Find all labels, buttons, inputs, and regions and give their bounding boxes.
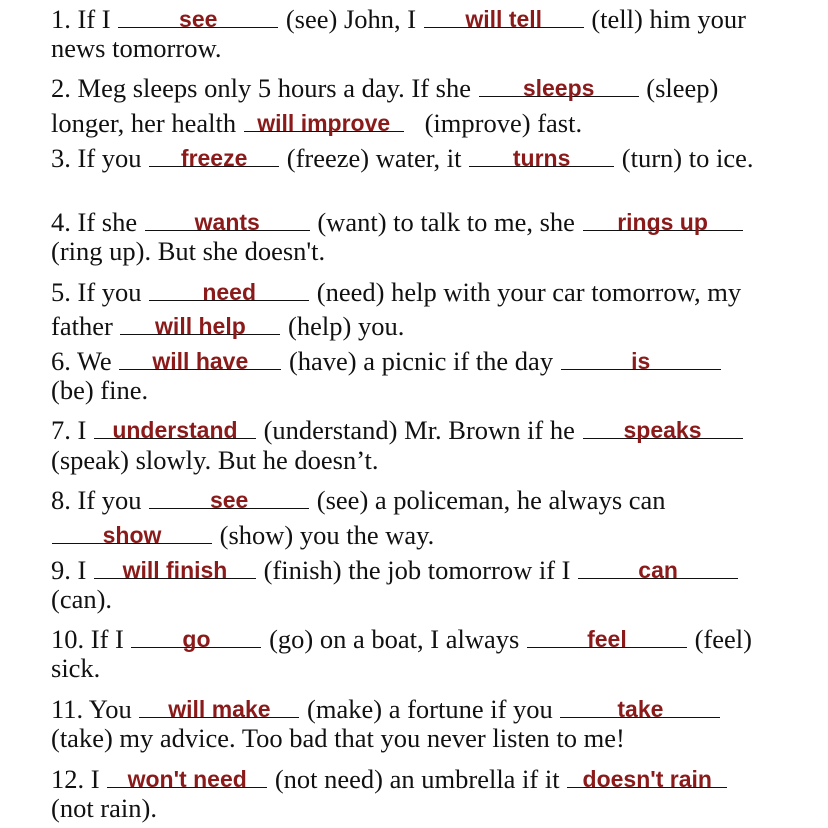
exercise-4-line-1 <box>51 200 744 237</box>
answer-text: will help <box>155 313 246 339</box>
answer-blank[interactable] <box>94 408 256 443</box>
answer-text: see <box>209 487 249 513</box>
exercise-7-line-1 <box>51 408 744 445</box>
sentence-text: (finish) the job tomorrow if I <box>256 555 578 585</box>
sentence-text: 3. If you <box>51 143 149 173</box>
exercise-2-line-2 <box>51 101 583 138</box>
exercise-7-line-2 <box>51 443 379 477</box>
exercise-1-line-1 <box>51 0 746 34</box>
answer-blank[interactable] <box>94 548 256 583</box>
answer-text: will make <box>168 696 271 722</box>
answer-text: freeze <box>180 145 248 171</box>
sentence-text: (tell) him your <box>584 4 746 34</box>
sentence-text: (not need) an umbrella if it <box>268 764 567 794</box>
answer-blank[interactable] <box>583 200 743 235</box>
sentence-text: (need) help with your car tomorrow, my <box>310 277 742 307</box>
exercise-5-line-1 <box>51 270 742 307</box>
sentence-text: (show) you the way. <box>213 520 435 550</box>
exercise-11-line-1 <box>51 687 721 724</box>
answer-text: show <box>102 522 162 548</box>
sentence-text: (want) to talk to me, she <box>310 207 582 237</box>
sentence-text: (help) you. <box>281 311 405 341</box>
answer-blank[interactable] <box>131 617 261 652</box>
answer-text: doesn't rain <box>582 766 712 792</box>
answer-text: is <box>631 348 651 374</box>
exercise-2-line-1 <box>51 66 719 103</box>
sentence-text: (see) John, I <box>279 4 423 34</box>
sentence-text: father <box>51 311 120 341</box>
sentence-text: (feel) <box>687 624 752 654</box>
sentence-text: news tomorrow. <box>51 33 222 63</box>
answer-blank[interactable] <box>149 136 279 171</box>
answer-blank[interactable] <box>52 513 212 548</box>
exercise-9-line-1 <box>51 548 739 585</box>
answer-blank[interactable] <box>578 548 738 583</box>
sentence-text: (ring up). But she doesn't. <box>51 236 326 266</box>
sentence-text: 1. If I <box>51 4 118 34</box>
exercise-8-line-2 <box>51 513 435 550</box>
answer-text: won't need <box>127 766 247 792</box>
sentence-text: (be) fine. <box>51 375 149 405</box>
sentence-text: (sleep) <box>639 73 719 103</box>
answer-blank[interactable] <box>244 101 404 136</box>
answer-blank[interactable] <box>567 757 727 792</box>
answer-blank[interactable] <box>469 136 614 171</box>
answer-text: wants <box>194 209 260 235</box>
sentence-text: (speak) slowly. But he doesn’t. <box>51 445 379 475</box>
sentence-text: (freeze) water, it <box>280 143 469 173</box>
answer-text: will improve <box>257 110 391 136</box>
sentence-text: (go) on a boat, I always <box>262 624 526 654</box>
answer-blank[interactable] <box>118 0 278 32</box>
exercise-10-line-2 <box>51 651 100 685</box>
exercise-10-line-1 <box>51 617 752 654</box>
answer-text: feel <box>587 626 627 652</box>
sentence-text: (make) a fortune if you <box>300 694 560 724</box>
exercise-1-line-2 <box>51 31 222 65</box>
answer-text: see <box>179 6 218 32</box>
answer-text: can <box>638 557 678 583</box>
sentence-text: sick. <box>51 653 101 683</box>
answer-text: speaks <box>623 417 702 443</box>
sentence-text: 12. I <box>51 764 107 794</box>
exercise-6-line-1 <box>51 339 722 376</box>
exercise-5-line-2 <box>51 304 405 341</box>
answer-text: will finish <box>122 557 228 583</box>
sentence-text: 9. I <box>51 555 93 585</box>
sentence-text: 2. Meg sleeps only 5 hours a day. If she <box>51 73 478 103</box>
answer-text: rings up <box>617 209 708 235</box>
exercise-6-line-2 <box>51 373 148 407</box>
answer-text: go <box>182 626 211 652</box>
exercise-8-line-1 <box>51 478 666 515</box>
sentence-text: (take) my advice. Too bad that you never listen to me! <box>51 723 625 753</box>
sentence-text: 8. If you <box>51 485 149 515</box>
exercise-3-line-1 <box>51 136 754 173</box>
sentence-text: longer, her health <box>51 108 243 138</box>
answer-text: need <box>202 279 256 305</box>
sentence-text: (not rain). <box>51 793 157 823</box>
answer-blank[interactable] <box>560 687 720 722</box>
answer-blank[interactable] <box>424 0 584 32</box>
answer-blank[interactable] <box>561 339 721 374</box>
answer-blank[interactable] <box>479 66 639 101</box>
sentence-text: (have) a picnic if the day <box>282 346 560 376</box>
sentence-text: 6. We <box>51 346 119 376</box>
answer-blank[interactable] <box>149 270 309 305</box>
exercise-11-line-2 <box>51 721 625 755</box>
answer-text: sleeps <box>522 75 595 101</box>
answer-text: understand <box>112 417 238 443</box>
answer-blank[interactable] <box>139 687 299 722</box>
answer-blank[interactable] <box>149 478 309 513</box>
answer-text: will have <box>152 348 249 374</box>
exercise-12-line-2 <box>51 791 157 825</box>
exercise-9-line-2 <box>51 582 112 616</box>
sentence-text: (can). <box>51 584 113 614</box>
sentence-text: 10. If I <box>51 624 131 654</box>
sentence-text: 11. You <box>51 694 139 724</box>
sentence-text: 4. If she <box>51 207 144 237</box>
sentence-text: 5. If you <box>51 277 149 307</box>
answer-blank[interactable] <box>583 408 743 443</box>
sentence-text: (improve) fast. <box>404 108 583 138</box>
answer-blank[interactable] <box>527 617 687 652</box>
sentence-text: (see) a policeman, he always can <box>310 485 666 515</box>
sentence-text: (understand) Mr. Brown if he <box>256 415 582 445</box>
sentence-text: 7. I <box>51 415 93 445</box>
answer-blank[interactable] <box>145 200 310 235</box>
answer-blank[interactable] <box>120 304 280 339</box>
exercise-12-line-1 <box>51 757 728 794</box>
answer-blank[interactable] <box>107 757 267 792</box>
sentence-text: (turn) to ice. <box>615 143 754 173</box>
answer-blank[interactable] <box>119 339 281 374</box>
answer-text: will tell <box>465 6 543 32</box>
answer-text: take <box>617 696 664 722</box>
answer-text: turns <box>512 145 571 171</box>
exercise-4-line-2 <box>51 234 325 268</box>
